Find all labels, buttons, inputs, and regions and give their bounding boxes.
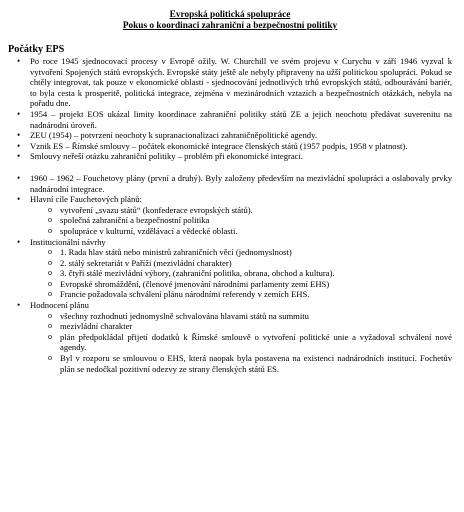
list-item-text: 1954 – projekt EOS ukázal limity koordinace zahraniční politiky států ZE a jejich neochotu předávat suverenitu na nadnárodní úroveň. [30,108,452,130]
circle-bullet-icon: o [48,268,52,278]
bullet-icon: • [17,108,21,119]
section-heading: Počátky EPS [8,44,65,55]
sub-list-item-text: Francie požadovala schválení plánu národními referendy v zemích EHS. [60,289,310,300]
circle-bullet-icon: o [48,225,52,235]
bullet-icon: • [17,172,21,183]
document-title-line-1: Evropská politická spolupráce [169,10,291,20]
bullet-list-group-2 [8,173,452,374]
sub-list-item-text: 2. stálý sekretariát v Paříži (mezivládní charakter) [60,257,232,268]
circle-bullet-icon: o [48,215,52,225]
circle-bullet-icon: o [48,204,52,214]
sub-list-item [38,321,452,332]
bullet-icon: • [17,140,21,151]
sub-list-item-text: 3. čtyři stálé mezivládní výbory, (zahraniční politika, obrana, obchod a kultura). [60,268,335,279]
bullet-icon: • [17,300,21,311]
list-item [8,141,452,152]
list-item [8,151,452,162]
circle-bullet-icon: o [48,289,52,299]
list-item [8,194,452,236]
spacer [8,162,452,173]
sub-list-item-text: vytvoření „svazu států“ (konfederace evropských států). [60,204,253,215]
sub-list-item [38,268,452,279]
sub-list-item-text: 1. Rada hlav států nebo ministrů zahraničních věcí (jednomyslnost) [60,247,292,258]
sub-list-item [38,215,452,226]
list-item-text: 1960 – 1962 – Fouchetovy plány (první a druhý). Byly založeny především na mezivládní spolupráci a oslabovaly prvky nadnárodní integrace. [30,172,452,194]
sub-list-item-text: spolupráce v kulturní, vzdělávací a vědecké oblasti. [60,225,238,236]
sub-list-item-text: mezivládní charakter [60,321,133,332]
sub-list-item [38,205,452,216]
bullet-icon: • [17,151,21,162]
sub-list-goals [38,205,452,237]
circle-bullet-icon: o [48,353,52,363]
sub-list-item [38,226,452,237]
sub-list-item [38,258,452,269]
sub-list-institutions [38,247,452,300]
list-item [8,56,452,109]
bullet-icon: • [17,56,21,66]
list-item [8,237,452,301]
sub-list-item-text: Evropské shromáždění, (členové jmenování národními parlamenty zemí EHS) [60,278,330,289]
circle-bullet-icon: o [48,247,52,257]
list-item-text: Vznik ES – Římské smlouvy – počátek ekonomické integrace členských států (1957 podpis, 1958 v platnost). [30,140,408,151]
sub-list-item [38,311,452,322]
sub-list-item-text: všechny rozhodnutí jednomyslně schvalována hlavami států na summitu [60,310,309,321]
circle-bullet-icon: o [48,278,52,288]
sub-list-item [38,247,452,258]
sub-list-item [38,353,452,374]
document-title-line-2: Pokus o koordinaci zahraniční a bezpečnostní politiky [122,21,338,31]
list-item [8,173,452,194]
circle-bullet-icon: o [48,310,52,320]
list-item-text: Institucionální návrhy [30,236,106,247]
bullet-list-group-1 [8,56,452,162]
list-item-text: Po roce 1945 sjednocovací procesy v Evropě ožily. W. Churchill ve svém projevu v Curychu v září 1946 vyzval k vytvoření Spojených států evropských. Evropské státy ještě ale nebyly připraveny na užší politickou spolupráci. Pokud se chtěly integrovat, tak pouze v ekonomické oblasti - sjednocování jednotlivých trhů evropských států, odbourávání bariér, to byla cesta k prosperitě, politická integrace, zejména v mezinárodních vztazích a bezpečnostních otázkách, nebyla na pořadu dne. [30,56,452,109]
sub-list-item [38,332,452,353]
list-item [8,109,452,130]
sub-list-item-text: Byl v rozporu se smlouvou o EHS, která naopak byla postavena na existenci nadnárodních institucí. Fochetův plán se nedočkal pozitivní odezvy ze strany členských států ES. [60,353,452,374]
circle-bullet-icon: o [48,257,52,267]
bullet-icon: • [17,194,21,205]
list-item-text: Smlouvy neřeší otázku zahraniční politiky – problém při ekonomické integraci. [30,151,304,162]
circle-bullet-icon: o [48,321,52,331]
list-item [8,300,452,374]
list-item-text: ZEU (1954) – potvrzení neochoty k supranacionalizaci zahraničněpolitické agendy. [30,130,317,141]
sub-list-item [38,289,452,300]
circle-bullet-icon: o [48,331,52,341]
sub-list-item-text: plán předpokládal přijetí dodatků k Římské smlouvě o vytvoření politické unie a vyžadoval schválení nové agendy. [60,331,452,353]
list-item-text: Hlavní cíle Fauchetových plánů: [30,194,142,205]
bullet-icon: • [17,130,21,141]
bullet-icon: • [17,236,21,247]
list-item [8,130,452,141]
sub-list-evaluation [38,311,452,375]
sub-list-item-text: společná zahraniční a bezpečnostní politika [60,215,210,226]
sub-list-item [38,279,452,290]
list-item-text: Hodnocení plánu [30,300,89,311]
